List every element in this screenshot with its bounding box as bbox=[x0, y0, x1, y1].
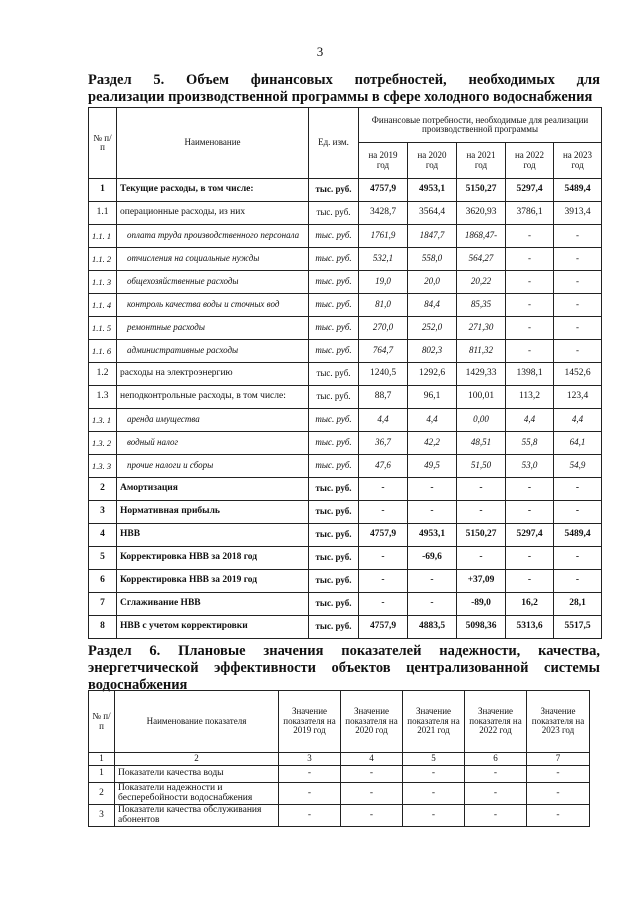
value-cell: -89,0 bbox=[457, 593, 506, 616]
header-year-2022: Значение показателя на 2022 год bbox=[465, 691, 527, 753]
value-cell: - bbox=[506, 501, 554, 524]
row-name: Показатели качества воды bbox=[115, 766, 279, 783]
header-no: № п/п bbox=[89, 108, 117, 179]
value-cell: 81,0 bbox=[359, 294, 408, 317]
row-name: оплата труда производственного персонала bbox=[117, 225, 309, 248]
value-cell: 4757,9 bbox=[359, 524, 408, 547]
section6-title bbox=[88, 643, 600, 694]
row-number: 2 bbox=[89, 783, 115, 805]
row-number: 1.1. 3 bbox=[89, 271, 117, 294]
column-numbers-row bbox=[89, 753, 590, 766]
value-cell: 802,3 bbox=[408, 340, 457, 363]
value-cell: 4757,9 bbox=[359, 179, 408, 202]
column-number: 4 bbox=[341, 753, 403, 766]
table-header-row bbox=[89, 691, 590, 753]
header-year-2023: на 2023 год bbox=[554, 143, 602, 179]
row-unit: тыс. руб. bbox=[309, 363, 359, 386]
row-number: 1.3. 1 bbox=[89, 409, 117, 432]
row-name: аренда имущества bbox=[117, 409, 309, 432]
value-cell: - bbox=[279, 805, 341, 827]
row-name: общехозяйственные расходы bbox=[117, 271, 309, 294]
row-number: 1.3. 3 bbox=[89, 455, 117, 478]
value-cell: - bbox=[403, 783, 465, 805]
column-number: 7 bbox=[527, 753, 590, 766]
row-number: 7 bbox=[89, 593, 117, 616]
column-number: 2 bbox=[115, 753, 279, 766]
row-unit: тыс. руб. bbox=[309, 225, 359, 248]
value-cell: 1398,1 bbox=[506, 363, 554, 386]
value-cell: - bbox=[359, 547, 408, 570]
section5-title-line2: реализации производственной программы в сфере холодного водоснабжения bbox=[88, 89, 593, 105]
value-cell: 51,50 bbox=[457, 455, 506, 478]
value-cell: - bbox=[527, 805, 590, 827]
row-unit: тыс. руб. bbox=[309, 294, 359, 317]
value-cell: 1868,47- bbox=[457, 225, 506, 248]
value-cell: 5150,27 bbox=[457, 524, 506, 547]
value-cell: 113,2 bbox=[506, 386, 554, 409]
header-name: Наименование bbox=[117, 108, 309, 179]
value-cell: 4,4 bbox=[359, 409, 408, 432]
row-unit: тыс. руб. bbox=[309, 455, 359, 478]
value-cell: - bbox=[359, 501, 408, 524]
value-cell: 764,7 bbox=[359, 340, 408, 363]
header-year-2019: Значение показателя на 2019 год bbox=[279, 691, 341, 753]
value-cell: 1761,9 bbox=[359, 225, 408, 248]
page-number: 3 bbox=[316, 44, 324, 59]
header-year-2019: на 2019 год bbox=[359, 143, 408, 179]
value-cell: 88,7 bbox=[359, 386, 408, 409]
table-row bbox=[89, 432, 602, 455]
row-unit: тыс. руб. bbox=[309, 179, 359, 202]
row-name: Текущие расходы, в том числе: bbox=[117, 179, 309, 202]
value-cell: - bbox=[554, 271, 602, 294]
row-unit: тыс. руб. bbox=[309, 386, 359, 409]
row-number: 1.1. 1 bbox=[89, 225, 117, 248]
value-cell: - bbox=[554, 225, 602, 248]
table-row bbox=[89, 363, 602, 386]
value-cell: 5297,4 bbox=[506, 179, 554, 202]
value-cell: 270,0 bbox=[359, 317, 408, 340]
row-name: НВВ bbox=[117, 524, 309, 547]
value-cell: 4883,5 bbox=[408, 616, 457, 639]
value-cell: 3913,4 bbox=[554, 202, 602, 225]
value-cell: - bbox=[403, 805, 465, 827]
value-cell: - bbox=[554, 248, 602, 271]
value-cell: - bbox=[457, 547, 506, 570]
value-cell: - bbox=[554, 340, 602, 363]
value-cell: 811,32 bbox=[457, 340, 506, 363]
table-row bbox=[89, 317, 602, 340]
row-unit: тыс. руб. bbox=[309, 616, 359, 639]
value-cell: - bbox=[506, 570, 554, 593]
value-cell: - bbox=[506, 225, 554, 248]
value-cell: 48,51 bbox=[457, 432, 506, 455]
value-cell: 5489,4 bbox=[554, 179, 602, 202]
table-row bbox=[89, 225, 602, 248]
row-number: 1.1. 2 bbox=[89, 248, 117, 271]
value-cell: - bbox=[506, 317, 554, 340]
value-cell: - bbox=[554, 294, 602, 317]
row-name: Корректировка НВВ за 2019 год bbox=[117, 570, 309, 593]
row-name: административные расходы bbox=[117, 340, 309, 363]
row-number: 1.2 bbox=[89, 363, 117, 386]
table-row bbox=[89, 766, 590, 783]
table-row bbox=[89, 524, 602, 547]
value-cell: 16,2 bbox=[506, 593, 554, 616]
row-name: Сглаживание НВВ bbox=[117, 593, 309, 616]
value-cell: 532,1 bbox=[359, 248, 408, 271]
column-number: 3 bbox=[279, 753, 341, 766]
value-cell: - bbox=[506, 271, 554, 294]
table-row bbox=[89, 501, 602, 524]
value-cell: - bbox=[403, 766, 465, 783]
table-row bbox=[89, 478, 602, 501]
value-cell: - bbox=[279, 783, 341, 805]
table-row bbox=[89, 409, 602, 432]
value-cell: - bbox=[408, 593, 457, 616]
row-unit: тыс. руб. bbox=[309, 317, 359, 340]
indicators-table bbox=[88, 690, 590, 827]
row-number: 3 bbox=[89, 805, 115, 827]
value-cell: 558,0 bbox=[408, 248, 457, 271]
row-number: 1 bbox=[89, 179, 117, 202]
financial-needs-table bbox=[88, 107, 602, 639]
value-cell: - bbox=[465, 805, 527, 827]
value-cell: - bbox=[341, 783, 403, 805]
value-cell: 4,4 bbox=[408, 409, 457, 432]
value-cell: 3620,93 bbox=[457, 202, 506, 225]
value-cell: 5313,6 bbox=[506, 616, 554, 639]
column-number: 1 bbox=[89, 753, 115, 766]
row-unit: тыс. руб. bbox=[309, 248, 359, 271]
value-cell: 55,8 bbox=[506, 432, 554, 455]
value-cell: 4953,1 bbox=[408, 524, 457, 547]
value-cell: - bbox=[506, 547, 554, 570]
row-unit: тыс. руб. bbox=[309, 547, 359, 570]
row-name: контроль качества воды и сточных вод bbox=[117, 294, 309, 317]
value-cell: 54,9 bbox=[554, 455, 602, 478]
section6-title-line2: энергетчической эффективности объектов централизованной системы bbox=[88, 660, 600, 676]
row-unit: тыс. руб. bbox=[309, 501, 359, 524]
value-cell: - bbox=[408, 501, 457, 524]
value-cell: - bbox=[341, 805, 403, 827]
value-cell: 47,6 bbox=[359, 455, 408, 478]
value-cell: 85,35 bbox=[457, 294, 506, 317]
row-name: Показатели надежности и бесперебойности водоснабжения bbox=[115, 783, 279, 805]
table-header-row bbox=[89, 108, 602, 143]
section6-title-line3: водоснабжения bbox=[88, 677, 188, 693]
value-cell: - bbox=[554, 547, 602, 570]
value-cell: 5517,5 bbox=[554, 616, 602, 639]
value-cell: - bbox=[506, 478, 554, 501]
value-cell: 5489,4 bbox=[554, 524, 602, 547]
row-name: отчисления на социальные нужды bbox=[117, 248, 309, 271]
value-cell: - bbox=[506, 340, 554, 363]
row-unit: тыс. руб. bbox=[309, 202, 359, 225]
table-row bbox=[89, 455, 602, 478]
row-name: операционные расходы, из них bbox=[117, 202, 309, 225]
row-name: прочие налоги и сборы bbox=[117, 455, 309, 478]
value-cell: 5150,27 bbox=[457, 179, 506, 202]
value-cell: - bbox=[279, 766, 341, 783]
header-year-2023: Значение показателя на 2023 год bbox=[527, 691, 590, 753]
header-year-2021: Значение показателя на 2021 год bbox=[403, 691, 465, 753]
value-cell: 20,22 bbox=[457, 271, 506, 294]
row-name: Нормативная прибыль bbox=[117, 501, 309, 524]
table-row bbox=[89, 547, 602, 570]
row-name: Показатели качества обслуживания абонентов bbox=[115, 805, 279, 827]
value-cell: - bbox=[408, 478, 457, 501]
value-cell: - bbox=[457, 478, 506, 501]
row-unit: тыс. руб. bbox=[309, 524, 359, 547]
row-unit: тыс. руб. bbox=[309, 570, 359, 593]
value-cell: 1292,6 bbox=[408, 363, 457, 386]
value-cell: 5297,4 bbox=[506, 524, 554, 547]
table-row bbox=[89, 179, 602, 202]
row-name: водный налог bbox=[117, 432, 309, 455]
column-number: 5 bbox=[403, 753, 465, 766]
value-cell: 564,27 bbox=[457, 248, 506, 271]
value-cell: - bbox=[359, 593, 408, 616]
row-unit: тыс. руб. bbox=[309, 340, 359, 363]
header-year-2020: Значение показателя на 2020 год bbox=[341, 691, 403, 753]
section5-title bbox=[88, 72, 600, 106]
value-cell: +37,09 bbox=[457, 570, 506, 593]
value-cell: 271,30 bbox=[457, 317, 506, 340]
row-number: 1.3. 2 bbox=[89, 432, 117, 455]
value-cell: 123,4 bbox=[554, 386, 602, 409]
row-number: 1.1 bbox=[89, 202, 117, 225]
row-unit: тыс. руб. bbox=[309, 478, 359, 501]
value-cell: 3786,1 bbox=[506, 202, 554, 225]
row-number: 1.1. 4 bbox=[89, 294, 117, 317]
row-unit: тыс. руб. bbox=[309, 593, 359, 616]
value-cell: -69,6 bbox=[408, 547, 457, 570]
header-name: Наименование показателя bbox=[115, 691, 279, 753]
value-cell: - bbox=[527, 783, 590, 805]
value-cell: 64,1 bbox=[554, 432, 602, 455]
section6-title-line1: Раздел 6. Плановые значения показателей надежности, качества, bbox=[88, 643, 600, 659]
header-unit: Ед. изм. bbox=[309, 108, 359, 179]
value-cell: - bbox=[359, 570, 408, 593]
row-unit: тыс. руб. bbox=[309, 271, 359, 294]
value-cell: 1847,7 bbox=[408, 225, 457, 248]
row-name: НВВ с учетом корректировки bbox=[117, 616, 309, 639]
header-no: № п/п bbox=[89, 691, 115, 753]
row-number: 4 bbox=[89, 524, 117, 547]
value-cell: 4757,9 bbox=[359, 616, 408, 639]
value-cell: 96,1 bbox=[408, 386, 457, 409]
value-cell: 1240,5 bbox=[359, 363, 408, 386]
table-row bbox=[89, 386, 602, 409]
value-cell: 28,1 bbox=[554, 593, 602, 616]
table-row bbox=[89, 593, 602, 616]
header-year-2022: на 2022 год bbox=[506, 143, 554, 179]
value-cell: 1429,33 bbox=[457, 363, 506, 386]
row-number: 1 bbox=[89, 766, 115, 783]
indicators-body bbox=[89, 766, 590, 827]
value-cell: 100,01 bbox=[457, 386, 506, 409]
value-cell: 84,4 bbox=[408, 294, 457, 317]
row-name: Корректировка НВВ за 2018 год bbox=[117, 547, 309, 570]
value-cell: - bbox=[465, 783, 527, 805]
header-year-2021: на 2021 год bbox=[457, 143, 506, 179]
value-cell: 252,0 bbox=[408, 317, 457, 340]
value-cell: 4953,1 bbox=[408, 179, 457, 202]
value-cell: 1452,6 bbox=[554, 363, 602, 386]
row-number: 1.3 bbox=[89, 386, 117, 409]
value-cell: - bbox=[341, 766, 403, 783]
row-number: 5 bbox=[89, 547, 117, 570]
table-row bbox=[89, 248, 602, 271]
financial-needs-body bbox=[89, 179, 602, 639]
value-cell: 0,00 bbox=[457, 409, 506, 432]
value-cell: 49,5 bbox=[408, 455, 457, 478]
value-cell: - bbox=[457, 501, 506, 524]
value-cell: - bbox=[506, 248, 554, 271]
table-row bbox=[89, 271, 602, 294]
value-cell: - bbox=[554, 570, 602, 593]
value-cell: 5098,36 bbox=[457, 616, 506, 639]
table-row bbox=[89, 805, 590, 827]
table-row bbox=[89, 202, 602, 225]
value-cell: - bbox=[465, 766, 527, 783]
row-name: неподконтрольные расходы, в том числе: bbox=[117, 386, 309, 409]
value-cell: - bbox=[554, 501, 602, 524]
section5-title-line1: Раздел 5. Объем финансовых потребностей, необходимых для bbox=[88, 72, 600, 88]
column-number: 6 bbox=[465, 753, 527, 766]
row-number: 1.1. 6 bbox=[89, 340, 117, 363]
table-row bbox=[89, 783, 590, 805]
value-cell: 3564,4 bbox=[408, 202, 457, 225]
value-cell: - bbox=[408, 570, 457, 593]
row-number: 1.1. 5 bbox=[89, 317, 117, 340]
table-row bbox=[89, 340, 602, 363]
row-unit: тыс. руб. bbox=[309, 432, 359, 455]
value-cell: - bbox=[554, 478, 602, 501]
value-cell: 42,2 bbox=[408, 432, 457, 455]
value-cell: - bbox=[359, 478, 408, 501]
value-cell: 20,0 bbox=[408, 271, 457, 294]
value-cell: 4,4 bbox=[506, 409, 554, 432]
table-row bbox=[89, 616, 602, 639]
value-cell: 36,7 bbox=[359, 432, 408, 455]
value-cell: - bbox=[554, 317, 602, 340]
row-unit: тыс. руб. bbox=[309, 409, 359, 432]
row-number: 6 bbox=[89, 570, 117, 593]
row-number: 8 bbox=[89, 616, 117, 639]
row-number: 3 bbox=[89, 501, 117, 524]
table-row bbox=[89, 570, 602, 593]
row-name: Амортизация bbox=[117, 478, 309, 501]
row-number: 2 bbox=[89, 478, 117, 501]
row-name: ремонтные расходы bbox=[117, 317, 309, 340]
header-financial-needs: Финансовые потребности, необходимые для реализации производственной программы bbox=[359, 108, 602, 143]
value-cell: 3428,7 bbox=[359, 202, 408, 225]
value-cell: - bbox=[527, 766, 590, 783]
value-cell: 19,0 bbox=[359, 271, 408, 294]
header-year-2020: на 2020 год bbox=[408, 143, 457, 179]
value-cell: 53,0 bbox=[506, 455, 554, 478]
table-row bbox=[89, 294, 602, 317]
row-name: расходы на электроэнергию bbox=[117, 363, 309, 386]
value-cell: 4,4 bbox=[554, 409, 602, 432]
value-cell: - bbox=[506, 294, 554, 317]
